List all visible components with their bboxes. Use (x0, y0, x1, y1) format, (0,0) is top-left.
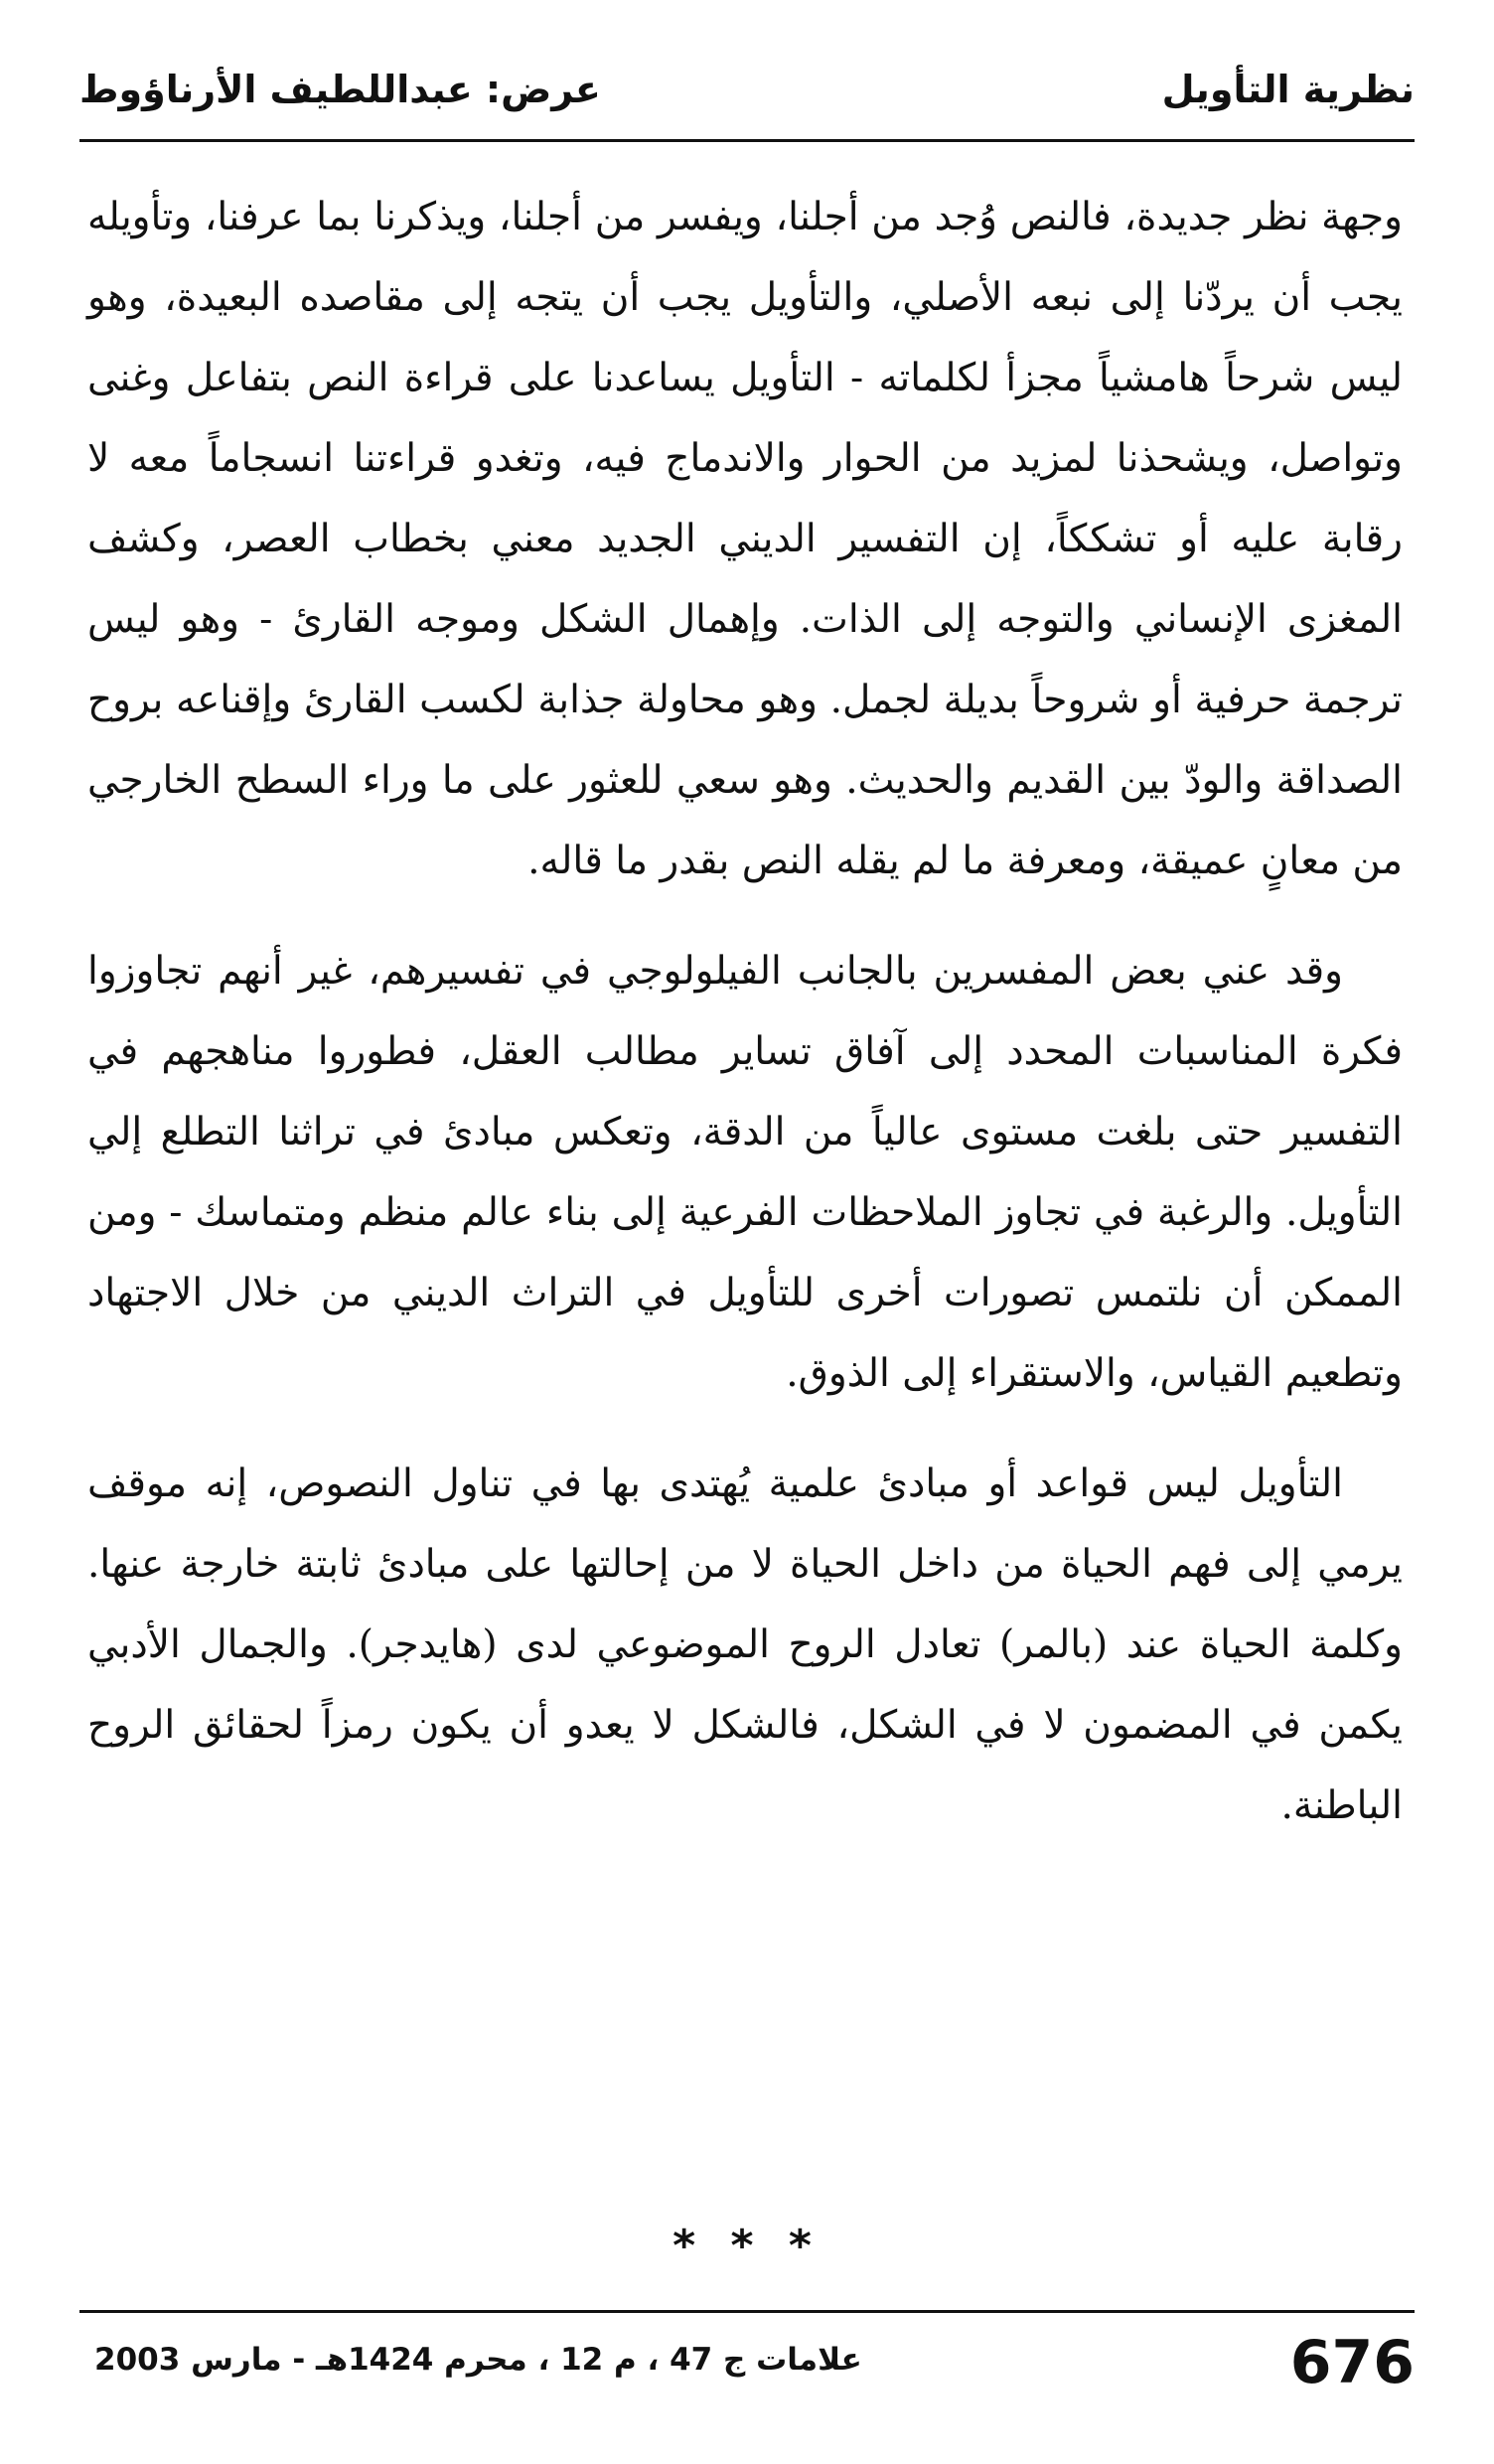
paragraph-3: التأويل ليس قواعد أو مبادئ علمية يُهتدى بها في تناول النصوص، إنه موقف يرمي إلى فهم الحياة من داخل الحياة لا من إحالتها على مبادئ ثابتة خارجة عنها. وكلمة الحياة عند (بالمر) تعادل الروح الموضوعي لدى (هايدجر). والجمال الأدبي يكمن في المضمون لا في الشكل، فالشكل لا يعدو أن يكون رمزاً لحقائق الروح الباطنة. (87, 1462, 1403, 1828)
journal-info: علامات ج 47 ، م 12 ، محرم 1424هـ - مارس 2003 (94, 2342, 862, 2378)
page-number: 676 (1289, 2328, 1415, 2397)
paragraph-2: وقد عني بعض المفسرين بالجانب الفيلولوجي في تفسيرهم، غير أنهم تجاوزوا فكرة المناسبات المحدد إلى آفاق تساير مطالب العقل، فطوروا مناهجهم في التفسير حتى بلغت مستوى عالياً من الدقة، وتعكس مبادئ في تراثنا التطلع إلي التأويل. والرغبة في تجاوز الملاحظات الفرعية إلى بناء عالم منظم ومتماسك - ومن الممكن أن نلتمس تصورات أخرى للتأويل في التراث الديني من خلال الاجتهاد وتطعيم القياس، والاستقراء إلى الذوق. (87, 949, 1403, 1396)
paragraph-1: وجهة نظر جديدة، فالنص وُجد من أجلنا، ويفسر من أجلنا، ويذكرنا بما عرفنا، وتأويله يجب أن يردّنا إلى نبعه الأصلي، والتأويل يجب أن يتجه إلى مقاصده البعيدة، وهو ليس شرحاً هامشياً مجزأ لكلماته - التأويل يساعدنا على قراءة النص بتفاعل وغنى وتواصل، ويشحذنا لمزيد من الحوار والاندماج فيه، وتغدو قراءتنا انسجاماً معه لا رقابة عليه أو تشككاً، إن التفسير الديني الجديد معني بخطاب العصر، وكشف المغزى الإنساني والتوجه إلى الذات. وإهمال الشكل وموجه القارئ - وهو ليس ترجمة حرفية أو شروحاً بديلة لجمل. وهو محاولة جذابة لكسب القارئ وإقناعه بروح الصداقة والودّ بين القديم والحديث. وهو سعي للعثور على ما وراء السطح الخارجي من معانٍ عميقة، ومعرفة ما لم يقله النص بقدر ما قاله. (87, 195, 1403, 883)
header-divider (79, 139, 1415, 142)
running-header (79, 60, 1415, 131)
footer-divider (79, 2310, 1415, 2313)
header-title: نظرية التأويل (1161, 68, 1415, 111)
article-body (87, 177, 1403, 1876)
header-review-author: عرض: عبداللطيف الأرناؤوط (79, 68, 601, 111)
section-separator: * * * (672, 2221, 822, 2271)
